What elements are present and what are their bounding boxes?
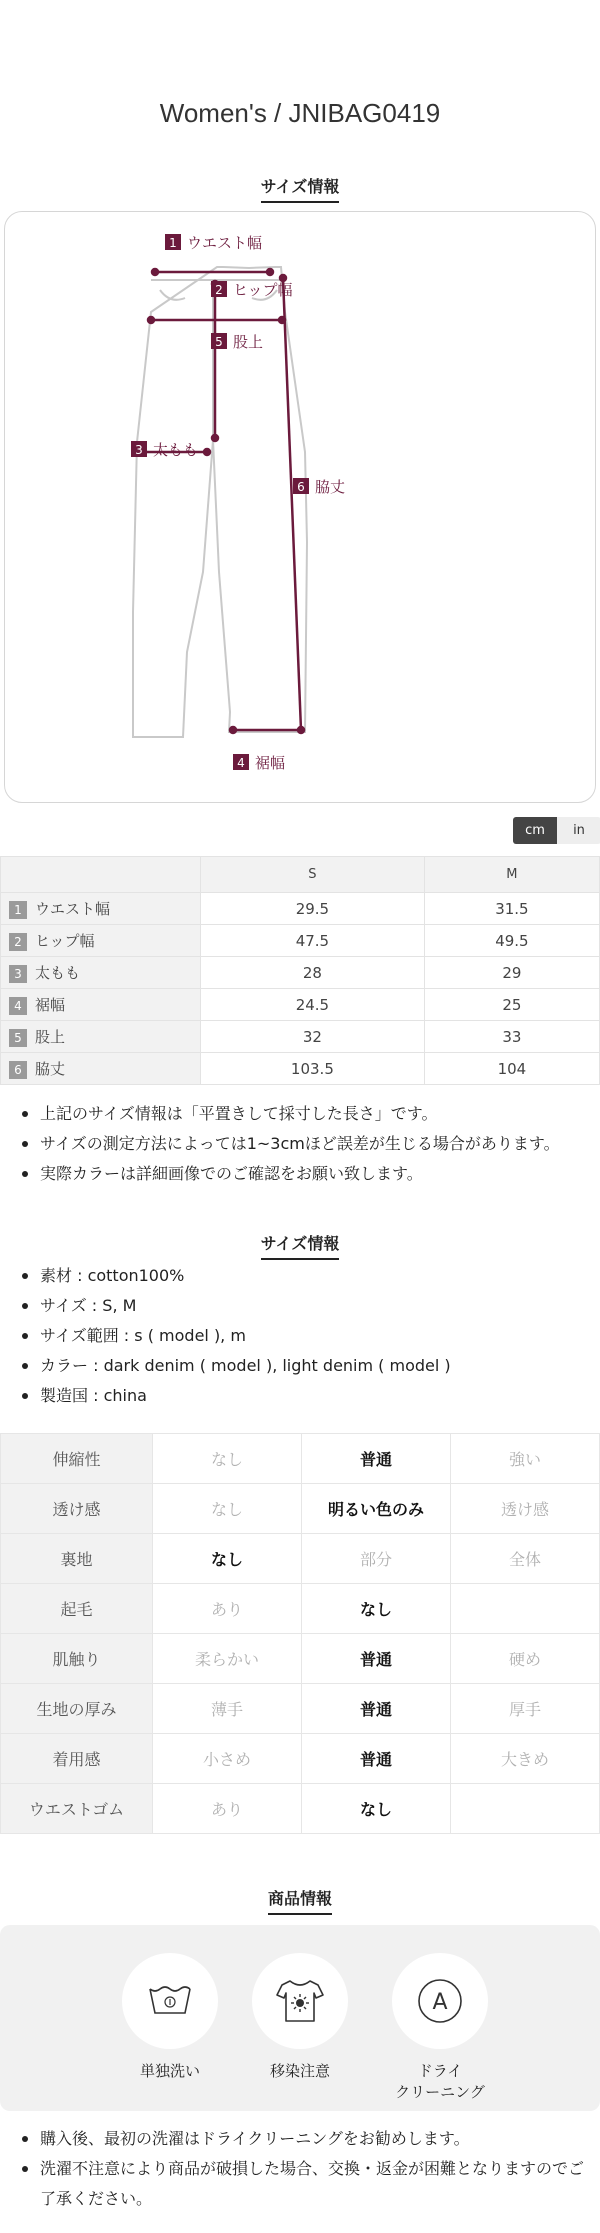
list-item: 上記のサイズ情報は「平置きして採寸した長さ」です。 <box>18 1099 588 1129</box>
fabric-option: なし <box>153 1484 302 1534</box>
row-label-text: 脇丈 <box>35 1060 66 1078</box>
care-item-dry-clean <box>380 1953 500 2103</box>
header-size-m: M <box>424 857 599 893</box>
header-size-s: S <box>201 857 425 893</box>
table-row <box>1 1684 600 1734</box>
care-label <box>380 2061 500 2103</box>
size-info-heading: サイズ情報 <box>0 174 600 203</box>
table-row <box>1 1534 600 1584</box>
cell-value: 33 <box>424 1021 599 1053</box>
page-title: Women's / JNIBAG0419 <box>159 98 441 128</box>
spec-list <box>18 1261 588 1411</box>
table-row <box>1 893 600 925</box>
table-row <box>1 1784 600 1834</box>
table-row <box>1 1021 600 1053</box>
label-num-4: 4 <box>237 756 245 770</box>
fabric-properties-table <box>0 1433 600 1834</box>
fabric-option: 強い <box>451 1434 600 1484</box>
fabric-option: 部分 <box>302 1534 451 1584</box>
fabric-row-label: ウエストゴム <box>1 1784 153 1834</box>
size-diagram <box>4 211 596 803</box>
tshirt-stain-icon <box>252 1953 348 2049</box>
fabric-option: なし <box>153 1534 302 1584</box>
care-item-hand-wash <box>110 1953 230 2082</box>
table-row <box>1 1734 600 1784</box>
list-item: 洗濯不注意により商品が破損した場合、交換・返金が困難となりますのでご了承ください。 <box>18 2154 588 2214</box>
cell-value: 29.5 <box>201 893 425 925</box>
unit-toggle <box>513 817 600 844</box>
outseam-measure-line <box>283 278 301 730</box>
size-table-header <box>1 857 600 893</box>
cell-value: 104 <box>424 1053 599 1085</box>
fabric-row-label: 肌触り <box>1 1634 153 1684</box>
row-label <box>1 989 201 1021</box>
care-notes-list <box>18 2124 588 2214</box>
size-table <box>0 856 600 1085</box>
care-label-line: ドライ <box>417 2062 463 2080</box>
fabric-row-label: 起毛 <box>1 1584 153 1634</box>
fabric-option: なし <box>153 1434 302 1484</box>
row-label <box>1 1053 201 1085</box>
fabric-option: 普通 <box>302 1734 451 1784</box>
fabric-option: 全体 <box>451 1534 600 1584</box>
table-row <box>1 1434 600 1484</box>
list-item: サイズの測定方法によっては1~3cmほど誤差が生じる場合があります。 <box>18 1129 588 1159</box>
list-item: 実際カラーは詳細画像でのご確認をお願い致します。 <box>18 1159 588 1189</box>
care-label-line: クリーニング <box>395 2083 485 2101</box>
care-label: 移染注意 <box>269 2062 330 2080</box>
cell-value: 31.5 <box>424 893 599 925</box>
row-label-text: 股上 <box>35 1028 66 1046</box>
unit-cm-button[interactable]: cm <box>513 817 557 844</box>
row-label-text: 太もも <box>35 964 81 982</box>
fabric-option: 普通 <box>302 1634 451 1684</box>
dry-clean-icon <box>392 1953 488 2049</box>
row-num-badge: 3 <box>9 965 27 983</box>
table-row <box>1 957 600 989</box>
row-label-text: ウエスト幅 <box>35 900 111 918</box>
list-item: サイズ範囲 : s ( model ), m <box>18 1321 588 1351</box>
label-num-6: 6 <box>297 480 305 494</box>
list-item: サイズ : S, M <box>18 1291 588 1321</box>
fabric-row-label: 生地の厚み <box>1 1684 153 1734</box>
label-hem: 裾幅 <box>255 754 286 772</box>
row-num-badge: 2 <box>9 933 27 951</box>
table-row <box>1 1053 600 1085</box>
fabric-option: 大きめ <box>451 1734 600 1784</box>
label-rise: 股上 <box>233 333 264 351</box>
list-item: 素材 : cotton100% <box>18 1261 588 1291</box>
row-label-text: ヒップ幅 <box>35 932 95 950</box>
table-row <box>1 989 600 1021</box>
label-waist: ウエスト幅 <box>187 234 263 252</box>
fabric-option <box>451 1784 600 1834</box>
size-notes-list <box>18 1099 588 1189</box>
label-outseam: 脇丈 <box>315 478 346 496</box>
cell-value: 29 <box>424 957 599 989</box>
fabric-option <box>451 1584 600 1634</box>
table-row <box>1 1634 600 1684</box>
care-label: 単独洗い <box>139 2062 200 2080</box>
list-item: 購入後、最初の洗濯はドライクリーニングをお勧めします。 <box>18 2124 588 2154</box>
row-label <box>1 957 201 989</box>
fabric-option: あり <box>153 1584 302 1634</box>
list-item: 製造国 : china <box>18 1381 588 1411</box>
row-num-badge: 4 <box>9 997 27 1015</box>
fabric-row-label: 伸縮性 <box>1 1434 153 1484</box>
table-row <box>1 925 600 957</box>
fabric-row-label: 裏地 <box>1 1534 153 1584</box>
fabric-row-label: 透け感 <box>1 1484 153 1534</box>
label-hip: ヒップ幅 <box>233 281 293 299</box>
fabric-option: 小さめ <box>153 1734 302 1784</box>
cell-value: 28 <box>201 957 425 989</box>
cell-value: 47.5 <box>201 925 425 957</box>
dry-clean-glyph: A <box>432 1990 448 2015</box>
fabric-option: あり <box>153 1784 302 1834</box>
row-label <box>1 893 201 925</box>
label-num-1: 1 <box>169 236 177 250</box>
label-num-2: 2 <box>215 283 223 297</box>
fabric-option: 透け感 <box>451 1484 600 1534</box>
fabric-option: 普通 <box>302 1684 451 1734</box>
cell-value: 32 <box>201 1021 425 1053</box>
cell-value: 25 <box>424 989 599 1021</box>
fabric-option: 普通 <box>302 1434 451 1484</box>
product-info-heading: 商品情報 <box>0 1886 600 1915</box>
table-row <box>1 1484 600 1534</box>
hand-wash-icon <box>122 1953 218 2049</box>
row-num-badge: 5 <box>9 1029 27 1047</box>
row-label <box>1 925 201 957</box>
header-blank <box>1 857 201 893</box>
table-row <box>1 1584 600 1634</box>
pants-diagram <box>5 212 597 804</box>
fabric-option: 明るい色のみ <box>302 1484 451 1534</box>
cell-value: 49.5 <box>424 925 599 957</box>
unit-in-button[interactable]: in <box>557 817 600 844</box>
fabric-option: 厚手 <box>451 1684 600 1734</box>
label-thigh: 太もも <box>153 441 199 459</box>
row-label <box>1 1021 201 1053</box>
label-num-3: 3 <box>135 443 143 457</box>
row-label-text: 裾幅 <box>35 996 66 1014</box>
cell-value: 103.5 <box>201 1053 425 1085</box>
list-item: カラー : dark denim ( model ), light denim ( model ) <box>18 1351 588 1381</box>
fabric-option: なし <box>302 1584 451 1634</box>
care-item-dye-transfer <box>240 1953 360 2082</box>
cell-value: 24.5 <box>201 989 425 1021</box>
fabric-option: 硬め <box>451 1634 600 1684</box>
fabric-option: 柔らかい <box>153 1634 302 1684</box>
fabric-option: 薄手 <box>153 1684 302 1734</box>
spec-heading: サイズ情報 <box>0 1231 600 1260</box>
label-num-5: 5 <box>215 335 223 349</box>
fabric-row-label: 着用感 <box>1 1734 153 1784</box>
care-instructions-box <box>0 1925 600 2111</box>
row-num-badge: 6 <box>9 1061 27 1079</box>
fabric-option: なし <box>302 1784 451 1834</box>
row-num-badge: 1 <box>9 901 27 919</box>
